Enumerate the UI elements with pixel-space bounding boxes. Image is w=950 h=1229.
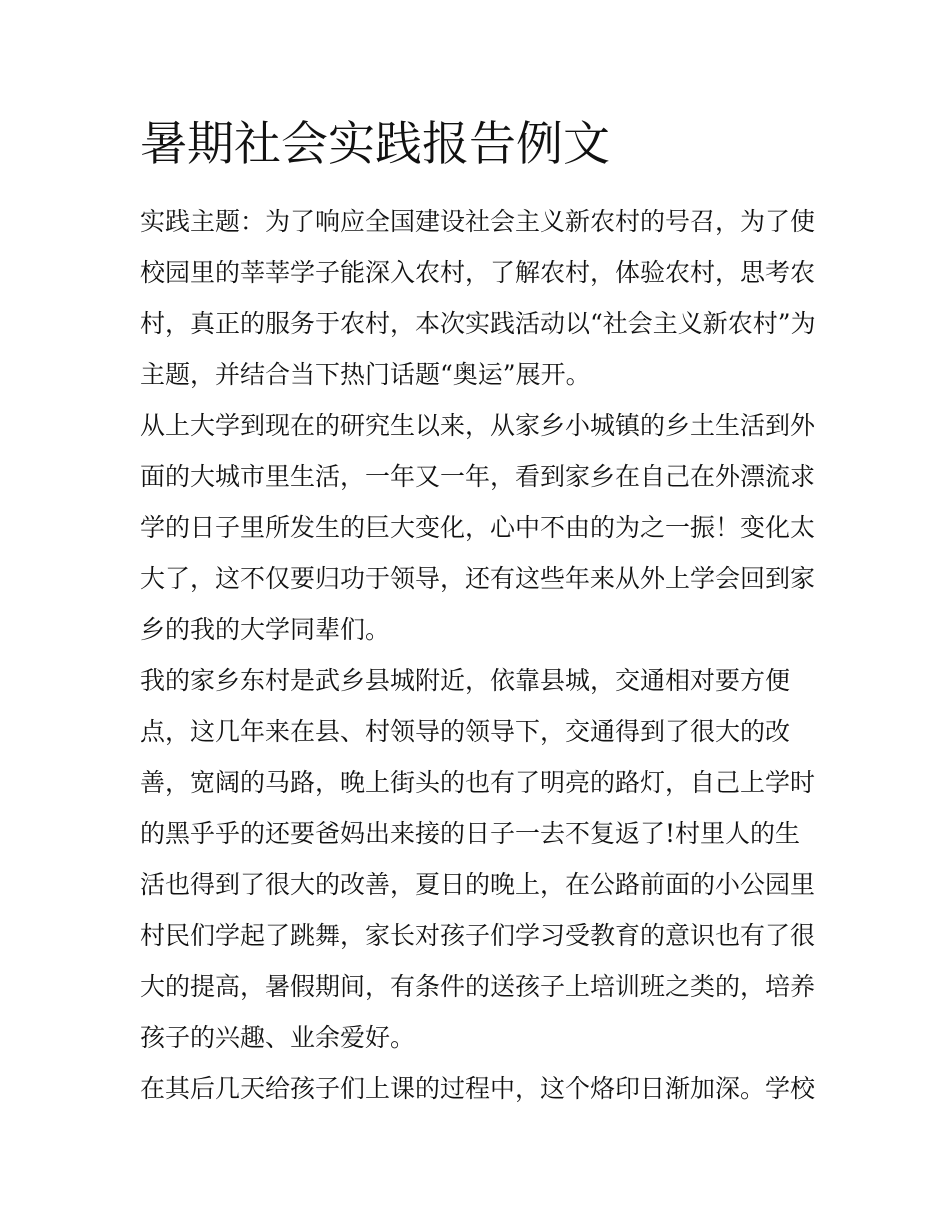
text-line: 村民们学起了跳舞，家长对孩子们学习受教育的意识也有了很 bbox=[140, 921, 816, 950]
text-line: 学的日子里所发生的巨大变化，心中不由的为之一振！变化太 bbox=[140, 513, 816, 542]
paragraph bbox=[140, 655, 816, 1063]
text-line: 的黑乎乎的还要爸妈出来接的日子一去不复返了!村里人的生 bbox=[140, 819, 801, 848]
text-line: 孩子的兴趣、业余爱好。 bbox=[140, 1023, 416, 1052]
text-line: 校园里的莘莘学子能深入农村，了解农村，体验农村，思考农 bbox=[140, 258, 816, 287]
text-line: 大的提高，暑假期间，有条件的送孩子上培训班之类的，培养 bbox=[140, 972, 816, 1001]
text-line: 善，宽阔的马路，晚上街头的也有了明亮的路灯，自己上学时 bbox=[140, 768, 816, 797]
text-line: 我的家乡东村是武乡县城附近，依靠县城，交通相对要方便 bbox=[140, 666, 791, 695]
document-title: 暑期社会实践报告例文 bbox=[140, 117, 610, 172]
text-line: 主题，并结合当下热门话题“奥运”展开。 bbox=[140, 360, 591, 389]
text-line: 村，真正的服务于农村，本次实践活动以“社会主义新农村”为 bbox=[140, 309, 816, 338]
paragraph bbox=[140, 1063, 816, 1114]
text-line: 大了，这不仅要归功于领导，还有这些年来从外上学会回到家 bbox=[140, 564, 816, 593]
text-line: 从上大学到现在的研究生以来，从家乡小城镇的乡土生活到外 bbox=[140, 411, 816, 440]
text-line: 乡的我的大学同辈们。 bbox=[140, 615, 391, 644]
text-line: 在其后几天给孩子们上课的过程中，这个烙印日渐加深。学校 bbox=[140, 1074, 816, 1103]
paragraph bbox=[140, 400, 816, 655]
text-line: 面的大城市里生活，一年又一年，看到家乡在自己在外漂流求 bbox=[140, 462, 816, 491]
text-line: 点，这几年来在县、村领导的领导下，交通得到了很大的改 bbox=[140, 717, 791, 746]
text-line: 活也得到了很大的改善，夏日的晚上，在公路前面的小公园里 bbox=[140, 870, 816, 899]
text-line: 实践主题：为了响应全国建设社会主义新农村的号召，为了使 bbox=[140, 207, 816, 236]
paragraph bbox=[140, 196, 816, 400]
document-body bbox=[140, 112, 816, 1114]
